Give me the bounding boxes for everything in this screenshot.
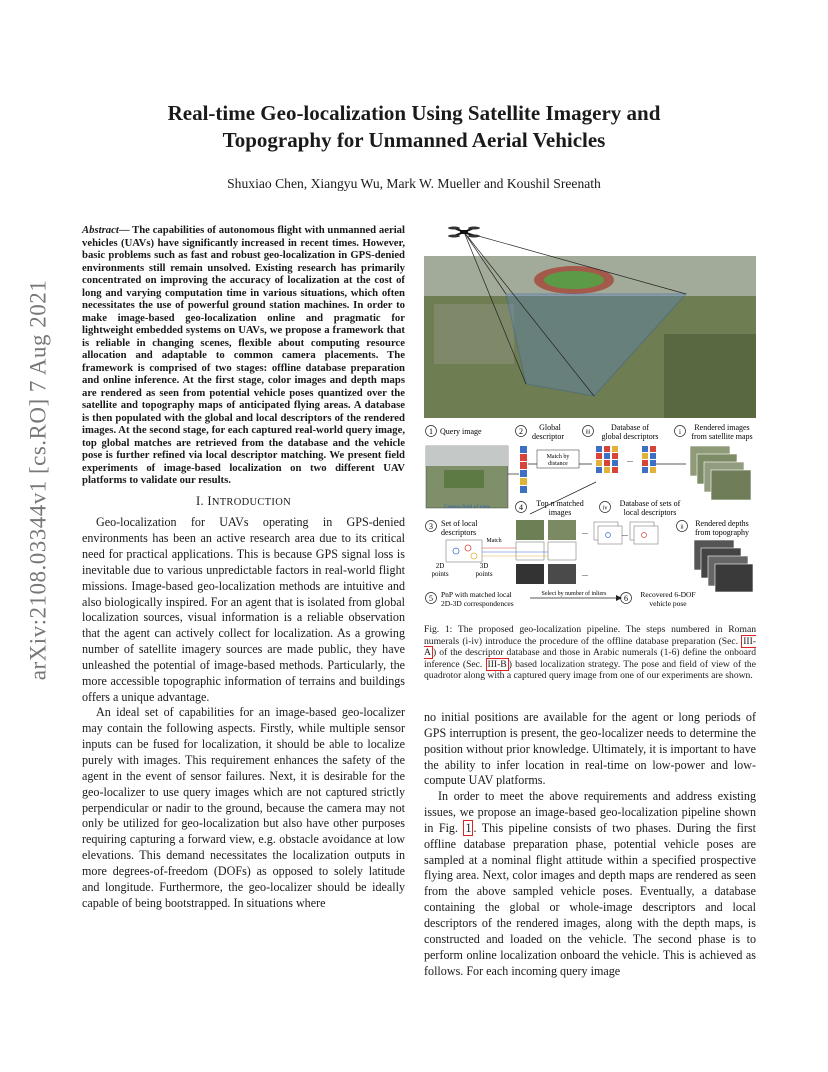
match-by-distance-label-b: distance	[548, 461, 568, 467]
query-local-descriptors	[446, 540, 482, 562]
intro-paragraph-2: An ideal set of capabilities for an image-based geo-localizer may contain the following aspects. Firstly, while multiple sensor inputs can be fused for localization, it should be able to localize purely with images. This requirement enhances the safety of the agent in the event of sensor failures. Next, it is desirable for the geo-localizer to use query images which are not captured strictly perpendicular or nadir to the ground, because the camera may not only be utilized for geo-localization but also have other purposes requiring capturing a forward view, e.g. obstacle avoidance at low elevations. This demand necessitates the localization outputs in more degrees-of-freedom (DOFs) as opposed to solely latitude and longitude. Furthermore, the geo-localizer should be ideally capable of being bootstrapped. In situations where	[82, 705, 405, 910]
paper-title	[100, 100, 728, 154]
global-descriptor-database	[596, 446, 656, 473]
photo-houses-left	[434, 304, 514, 364]
section-number: I.	[196, 493, 204, 508]
intro-paragraph-1: Geo-localization for UAVs operating in GPS-denied environments has been an active research area due to its critical need for practical applications. This is because GPS signal loss is inevitable due to various unpredictable factors in real-world flight missions. Image-based geo-localization methods are intuitive and also biologically inspired. For an agent that is isolated from global localization sources, visual information is a reliable observation that the agent can actively collect for localization. As a growing number of satellite imagery sources are made public, they have unleashed the potential of image-based methods. Particularly, the more accessible topographic information of terrains and buildings offers a unique advantage.	[82, 515, 405, 704]
database-ellipsis: ...	[627, 455, 633, 464]
quadrotor-icon	[448, 227, 480, 238]
section-initial: I	[207, 493, 212, 508]
step-4-label-a: Top n matched	[536, 499, 584, 508]
step-i-label-b: from satellite maps	[691, 432, 753, 441]
left-column	[82, 224, 405, 911]
2d-points-label-a: 2D	[435, 562, 445, 570]
pipeline-diagram	[424, 224, 756, 616]
match-descriptor-2	[548, 542, 576, 560]
arxiv-identifier-text: arXiv:2108.03344v1 [cs.RO] 7 Aug 2021	[25, 279, 50, 681]
step-iii-label-b: global descriptors	[601, 432, 659, 441]
sports-field	[544, 271, 604, 289]
step-6-label-b: vehicle pose	[649, 599, 687, 608]
top-match-ellipsis: ...	[582, 527, 588, 536]
author-list: Shuxiao Chen, Xiangyu Wu, Mark W. Mueller and Koushil Sreenath	[227, 176, 601, 191]
step-2-label-a: Global	[539, 423, 561, 432]
step-3-label-a: Set of local	[441, 519, 478, 528]
step-ii-label-a: Rendered depths	[695, 519, 749, 528]
step-iii-number: iii	[585, 429, 591, 436]
step-5-label-a: PnP with matched local	[441, 590, 512, 599]
step-6-label-a: Recovered 6-DOF	[640, 590, 696, 599]
step-1-label: Query image	[440, 427, 482, 436]
query-image-field	[444, 470, 484, 488]
caption-link-sec-3a[interactable]: III-A	[424, 635, 756, 659]
photo-trees-right	[664, 334, 756, 418]
caption-part-b: ) of the descriptor database and those in Arabic numerals (1-6) define the onboard inference (Sec.	[424, 647, 756, 670]
figure-1-link[interactable]: 1	[465, 820, 472, 835]
right-paragraph-1: no initial positions are available for the agent or long periods of GPS interruption is present, the geo-localizer needs to determine the position without prior knowledge. Ultimately, it is important to have the ability to infer location in real-time on low-power and low-compute UAV platforms.	[424, 710, 756, 788]
right-paragraph-2-part-a: In order to meet the above requirements and address existing issues, we propose an image-based geo-localization pipeline shown in Fig.	[424, 789, 756, 835]
figure-caption	[424, 624, 756, 682]
section-heading	[82, 494, 405, 511]
step-2-number: 2	[519, 427, 523, 436]
step-3-number: 3	[429, 522, 433, 531]
right-paragraph-2-part-b: . This pipeline consists of two phases. During the first offline database preparation phase, potential vehicle poses are sampled at a nominal flight attitude within a specified prospective flying area. Next, color images and depth maps are rendered as seen from the above sampled vehicle poses. Eventually, a database containing the global or whole-image descriptors and local descriptors of the rendered images, along with the depth maps, is constructed and loaded on the vehicle. The second phase is to perform online localization onboard the vehicle. This is achieved as follows. For each incoming query image	[424, 820, 756, 978]
top-match-image-2	[548, 520, 576, 540]
step-ii-number: ii	[680, 524, 684, 531]
step-2-label-b: descriptor	[532, 432, 564, 441]
3d-points-label-b: points	[475, 570, 493, 578]
title-line-1: Real-time Geo-localization Using Satellite Imagery and	[167, 101, 661, 125]
right-column	[424, 710, 756, 979]
step-1-number: 1	[429, 427, 433, 436]
step-6-number: 6	[624, 594, 628, 603]
step-4-label-b: images	[548, 508, 572, 517]
3d-points-label-a: 3D	[479, 562, 489, 570]
global-descriptor-vector	[520, 446, 527, 493]
caption-part-a: Fig. 1: The proposed geo-localization pipeline. The steps numbered in Roman numerals (i-iv) introduce the procedure of the offline database preparation (Sec.	[424, 624, 756, 647]
rendered-depths-stack	[694, 540, 753, 592]
matched-depth-ellipsis: ...	[582, 569, 588, 578]
step-4-number: 4	[519, 503, 523, 512]
step-iv-label-b: local descriptors	[623, 508, 677, 517]
right-paragraph-2	[424, 789, 756, 979]
step-iv-number: iv	[602, 505, 608, 512]
step-i-label-a: Rendered images	[694, 423, 750, 432]
pipeline-figure	[424, 224, 756, 616]
step-5-label-b: 2D-3D correspondences	[441, 599, 514, 608]
top-match-image-1	[516, 520, 544, 540]
caption-part-c: ) based localization strategy. The pose and field of view of the quadrotor along with a captured query image from one of our experiments are shown.	[424, 658, 756, 682]
query-image-sky	[426, 446, 508, 466]
step-5-number: 5	[429, 594, 433, 603]
section-title-rest: NTRODUCTION	[211, 496, 291, 508]
step-3-label-b: descriptors	[441, 528, 477, 537]
step-iii-label-a: Database of	[611, 423, 649, 432]
matched-depth-2	[548, 564, 576, 584]
step-ii-label-b: from topography	[695, 528, 749, 537]
rendered-satellite-images-stack	[690, 446, 751, 500]
2d-points-label-b: points	[431, 570, 449, 578]
match-by-distance-label-a: Match by	[546, 454, 570, 460]
title-line-2: Topography for Unmanned Aerial Vehicles	[222, 128, 606, 152]
local-database-ellipsis: ...	[622, 529, 628, 538]
arxiv-identifier	[18, 279, 58, 681]
caption-link-sec-3b[interactable]: III-B	[487, 658, 507, 670]
abstract-text: — The capabilities of autonomous flight with unmanned aerial vehicles (UAVs) have significantly increased in recent times. However, basic problems such as fast and robust geo-localization in GPS-denied environments still remain unsolved. Existing research has primarily concentrated on improving the accuracy of localization at the cost of long and varying computation time in various situations, which often necessitates the use of powerful ground station machines. In order to make image-based geo-localization online and pragmatic for lightweight embedded systems on UAVs, we propose a framework that is reliable in changing scenes, flexible about computing resource allocation and adaptable to common camera placements. The framework is comprised of two stages: offline database preparation and online inference. At the first stage, color images and depth maps are rendered as seen from potential vehicle poses quantized over the satellite and topography maps of anticipated flying areas. A database is then populated with the global and local descriptors of the rendered images. At the second stage, for each captured real-world query image, top global matches are retrieved from the database and the vehicle pose is further refined via local descriptor matching. We present field experiments of image-based localization on two different UAV platforms to validate our results.	[82, 224, 405, 486]
match-label: Match	[486, 538, 502, 544]
abstract-lead: Abstract	[82, 224, 119, 236]
query-image-caption: Camera field of view	[443, 504, 491, 510]
step-iv-label-a: Database of sets of	[619, 499, 681, 508]
matched-depth-1	[516, 564, 544, 584]
match-descriptor-1	[516, 542, 544, 560]
select-by-inliers-label: Select by number of inliers	[541, 591, 607, 597]
step-i-number: i	[679, 428, 681, 436]
abstract	[82, 224, 405, 487]
